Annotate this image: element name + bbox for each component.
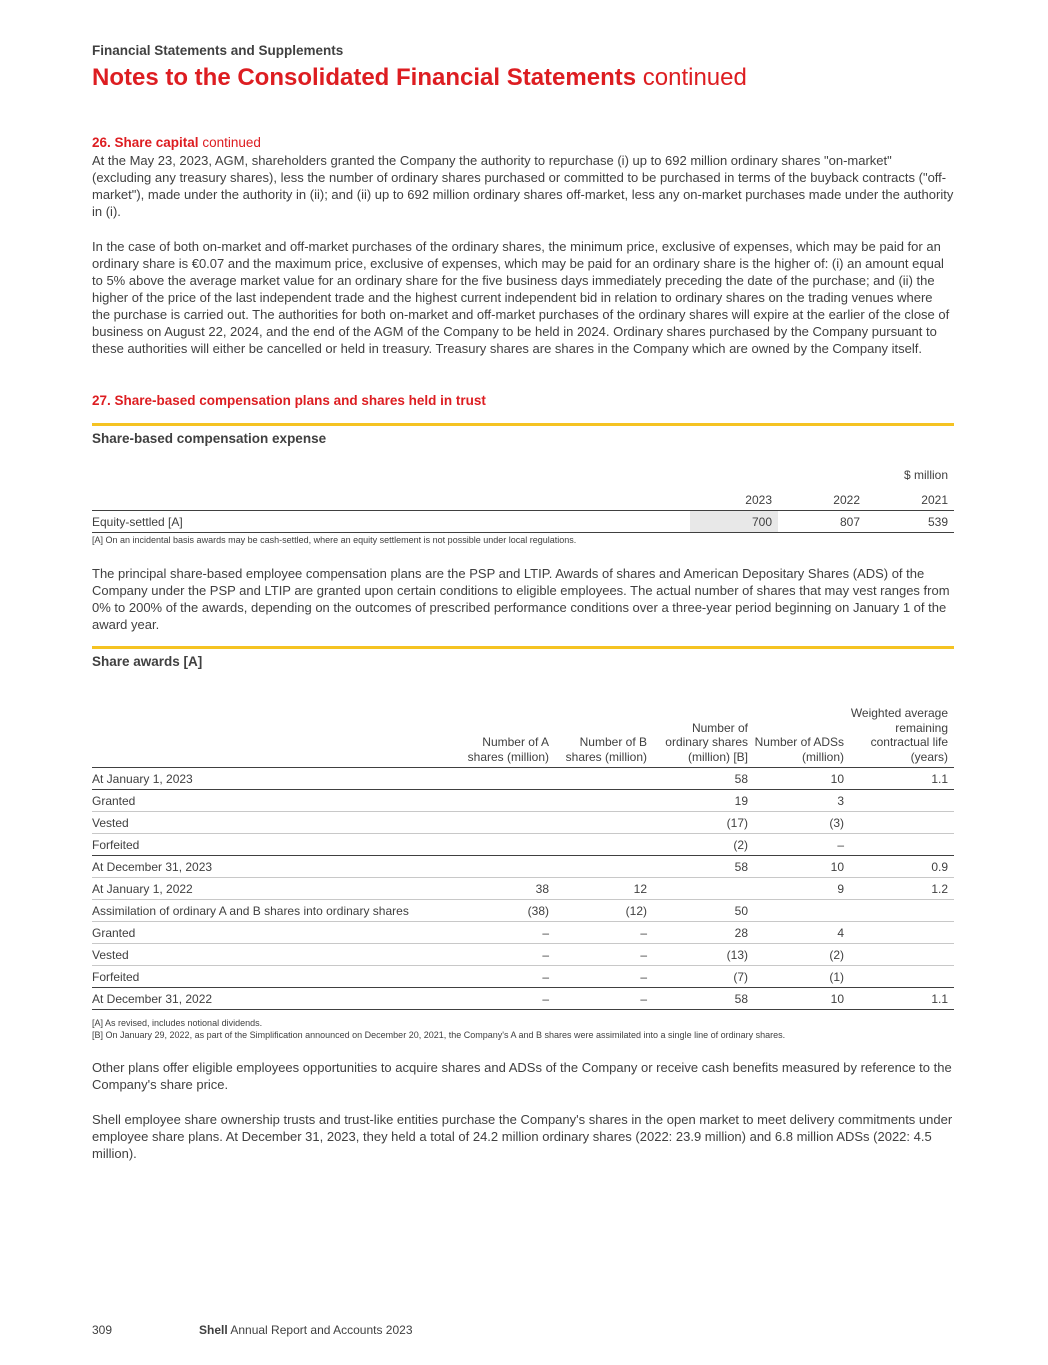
table-top-rule xyxy=(92,423,954,426)
row-label: At December 31, 2023 xyxy=(92,856,458,878)
cell-value: 58 xyxy=(653,988,754,1010)
awards-footnote-a: [A] As revised, includes notional dividends. xyxy=(92,1018,263,1028)
cell-value: – xyxy=(555,922,653,944)
cell-value: (3) xyxy=(754,812,850,834)
cell-value: 539 xyxy=(866,511,954,533)
table-row xyxy=(92,768,954,790)
cell-value: 1.1 xyxy=(850,988,954,1010)
paragraph-trusts: Shell employee share ownership trusts and trust-like entities purchase the Company's shares in the open market to meet delivery commitments under employee share plans. At December 31, 2023, they held a total of 24.2 million ordinary shares (2022: 23.9 million) and 6.8 million ADSs (2022: 4.5 million). xyxy=(92,1112,953,1161)
cell-value: (38) xyxy=(458,900,555,922)
note-26-heading-main: 26. Share capital xyxy=(92,135,199,150)
cell-value: 38 xyxy=(458,878,555,900)
awards-table-title: Share awards [A] xyxy=(92,654,203,669)
table-top-rule xyxy=(92,646,954,649)
cell-value: 807 xyxy=(778,511,866,533)
note-26-heading xyxy=(92,135,261,150)
note-27-heading: 27. Share-based compensation plans and shares held in trust xyxy=(92,393,486,408)
paragraph-pricing: In the case of both on-market and off-market purchases of the ordinary shares, the minimum price, exclusive of expenses, which may be paid for an ordinary share is €0.07 and the maximum price, exclusive of expenses, which may be paid for an ordinary share is the higher of: (i) an amount equal to 5% above the average market value for an ordinary share for the five business days immediately preceding the date of the purchase; and (ii) the higher of the price of the last independent trade and the highest current independent bid in relation to ordinary shares on the trading venues where the purchase is carried out. The authorities for both on-market and off-market purchases of the ordinary shares will expire at the earlier of the close of business on August 22, 2024, and the end of the AGM of the Company to be held in 2024. Ordinary shares purchased by the Company pursuant to these authorities will either be cancelled or held in treasury. Treasury shares are shares in the Company which are owned by the Company itself. xyxy=(92,239,950,356)
cell-value: (17) xyxy=(653,812,754,834)
cell-value: 1.1 xyxy=(850,768,954,790)
table-row xyxy=(92,856,954,878)
cell-value: (2) xyxy=(653,834,754,856)
cell-value: – xyxy=(458,988,555,1010)
expense-table-title: Share-based compensation expense xyxy=(92,431,327,446)
row-label: Forfeited xyxy=(92,834,458,856)
table-row xyxy=(92,988,954,1010)
column-header: Number of ordinary shares (million) [B] xyxy=(653,689,754,768)
cell-value: 1.2 xyxy=(850,878,954,900)
table-row xyxy=(92,834,954,856)
paragraph-authority: At the May 23, 2023, AGM, shareholders granted the Company the authority to repurchase (i) up to 692 million ordinary shares "on-market" (excluding any treasury shares), less the number of ordinary shares purchased or committed to be purchased in terms of the buyback contracts ("off-market"), made under the authority in (ii); and (ii) up to 692 million ordinary shares off-market, less any on-market purchases made under the authority in (i). xyxy=(92,153,954,219)
paragraph-plans: The principal share-based employee compensation plans are the PSP and LTIP. Awards of shares and American Depositary Shares (ADS) of the Company under the PSP and LTIP are granted upon certain conditions to eligible employees. The actual number of shares that may vest ranges from 0% to 200% of the awards, depending on the outcomes of prescribed performance conditions over a three-year period beginning on January 1 of the award year. xyxy=(92,566,950,632)
cell-value: (2) xyxy=(754,944,850,966)
cell-value xyxy=(850,812,954,834)
cell-value xyxy=(555,856,653,878)
year-header: 2023 xyxy=(690,485,778,511)
cell-value xyxy=(555,790,653,812)
note-26-heading-suffix: continued xyxy=(202,135,261,150)
cell-value: – xyxy=(555,988,653,1010)
awards-footnote-b: [B] On January 29, 2022, as part of the Simplification announced on December 20, 2021, the Company's A and B shares were assimilated into a single line of ordinary shares. xyxy=(92,1030,786,1040)
paragraph-other-plans: Other plans offer eligible employees opportunities to acquire shares and ADSs of the Company or receive cash benefits measured by reference to the Company's share price. xyxy=(92,1060,952,1092)
awards-table xyxy=(92,689,954,1010)
cell-value xyxy=(850,966,954,988)
row-label: At January 1, 2022 xyxy=(92,878,458,900)
cell-value xyxy=(850,922,954,944)
table-row xyxy=(92,790,954,812)
section-label: Financial Statements and Supplements xyxy=(92,43,344,58)
cell-value: 700 xyxy=(690,511,778,533)
cell-value: 10 xyxy=(754,768,850,790)
cell-value: 58 xyxy=(653,768,754,790)
table-row xyxy=(92,922,954,944)
row-label: At January 1, 2023 xyxy=(92,768,458,790)
row-label: Equity-settled [A] xyxy=(92,511,690,533)
cell-value: (13) xyxy=(653,944,754,966)
table-row xyxy=(92,966,954,988)
expense-table xyxy=(92,458,954,533)
cell-value xyxy=(850,900,954,922)
cell-value: – xyxy=(458,966,555,988)
cell-value: 58 xyxy=(653,856,754,878)
unit-label: $ million xyxy=(903,468,948,482)
cell-value: – xyxy=(458,922,555,944)
table-row xyxy=(92,944,954,966)
cell-value: (7) xyxy=(653,966,754,988)
cell-value xyxy=(458,812,555,834)
cell-value xyxy=(850,944,954,966)
cell-value: 10 xyxy=(754,988,850,1010)
cell-value: – xyxy=(458,944,555,966)
cell-value xyxy=(555,768,653,790)
page-title-main: Notes to the Consolidated Financial Statements xyxy=(92,64,637,91)
page-number: 309 xyxy=(92,1323,113,1337)
cell-value xyxy=(653,878,754,900)
cell-value: 0.9 xyxy=(850,856,954,878)
column-header: Weighted average remaining contractual life (years) xyxy=(850,689,954,768)
table-row xyxy=(92,812,954,834)
page-title-suffix: continued xyxy=(642,64,747,91)
table-row xyxy=(92,878,954,900)
cell-value: 9 xyxy=(754,878,850,900)
cell-value xyxy=(458,856,555,878)
cell-value: 28 xyxy=(653,922,754,944)
cell-value xyxy=(458,834,555,856)
cell-value: 4 xyxy=(754,922,850,944)
cell-value: (1) xyxy=(754,966,850,988)
cell-value xyxy=(458,768,555,790)
column-header: Number of A shares (million) xyxy=(458,689,555,768)
cell-value xyxy=(555,812,653,834)
row-label: Forfeited xyxy=(92,966,458,988)
cell-value: 3 xyxy=(754,790,850,812)
row-label: Vested xyxy=(92,812,458,834)
report-name: Annual Report and Accounts 2023 xyxy=(230,1323,413,1337)
table-row xyxy=(92,900,954,922)
expense-footnote: [A] On an incidental basis awards may be cash-settled, where an equity settlement is not possible under local regulations. xyxy=(92,535,577,545)
cell-value xyxy=(458,790,555,812)
cell-value: 10 xyxy=(754,856,850,878)
brand-name: Shell xyxy=(199,1323,228,1337)
cell-value xyxy=(850,834,954,856)
row-label: At December 31, 2022 xyxy=(92,988,458,1010)
column-header: Number of B shares (million) xyxy=(555,689,653,768)
table-row xyxy=(92,511,954,533)
row-label: Assimilation of ordinary A and B shares into ordinary shares xyxy=(92,900,458,922)
row-label: Vested xyxy=(92,944,458,966)
year-header: 2022 xyxy=(778,485,866,511)
row-label: Granted xyxy=(92,790,458,812)
footer-brand xyxy=(199,1323,413,1337)
column-header: Number of ADSs (million) xyxy=(754,689,850,768)
cell-value xyxy=(555,834,653,856)
cell-value: 50 xyxy=(653,900,754,922)
cell-value: – xyxy=(555,944,653,966)
year-header: 2021 xyxy=(866,485,954,511)
cell-value: – xyxy=(555,966,653,988)
cell-value: 19 xyxy=(653,790,754,812)
cell-value: 12 xyxy=(555,878,653,900)
cell-value xyxy=(754,900,850,922)
cell-value: (12) xyxy=(555,900,653,922)
cell-value: – xyxy=(754,834,850,856)
row-label: Granted xyxy=(92,922,458,944)
cell-value xyxy=(850,790,954,812)
page-title xyxy=(92,64,747,92)
